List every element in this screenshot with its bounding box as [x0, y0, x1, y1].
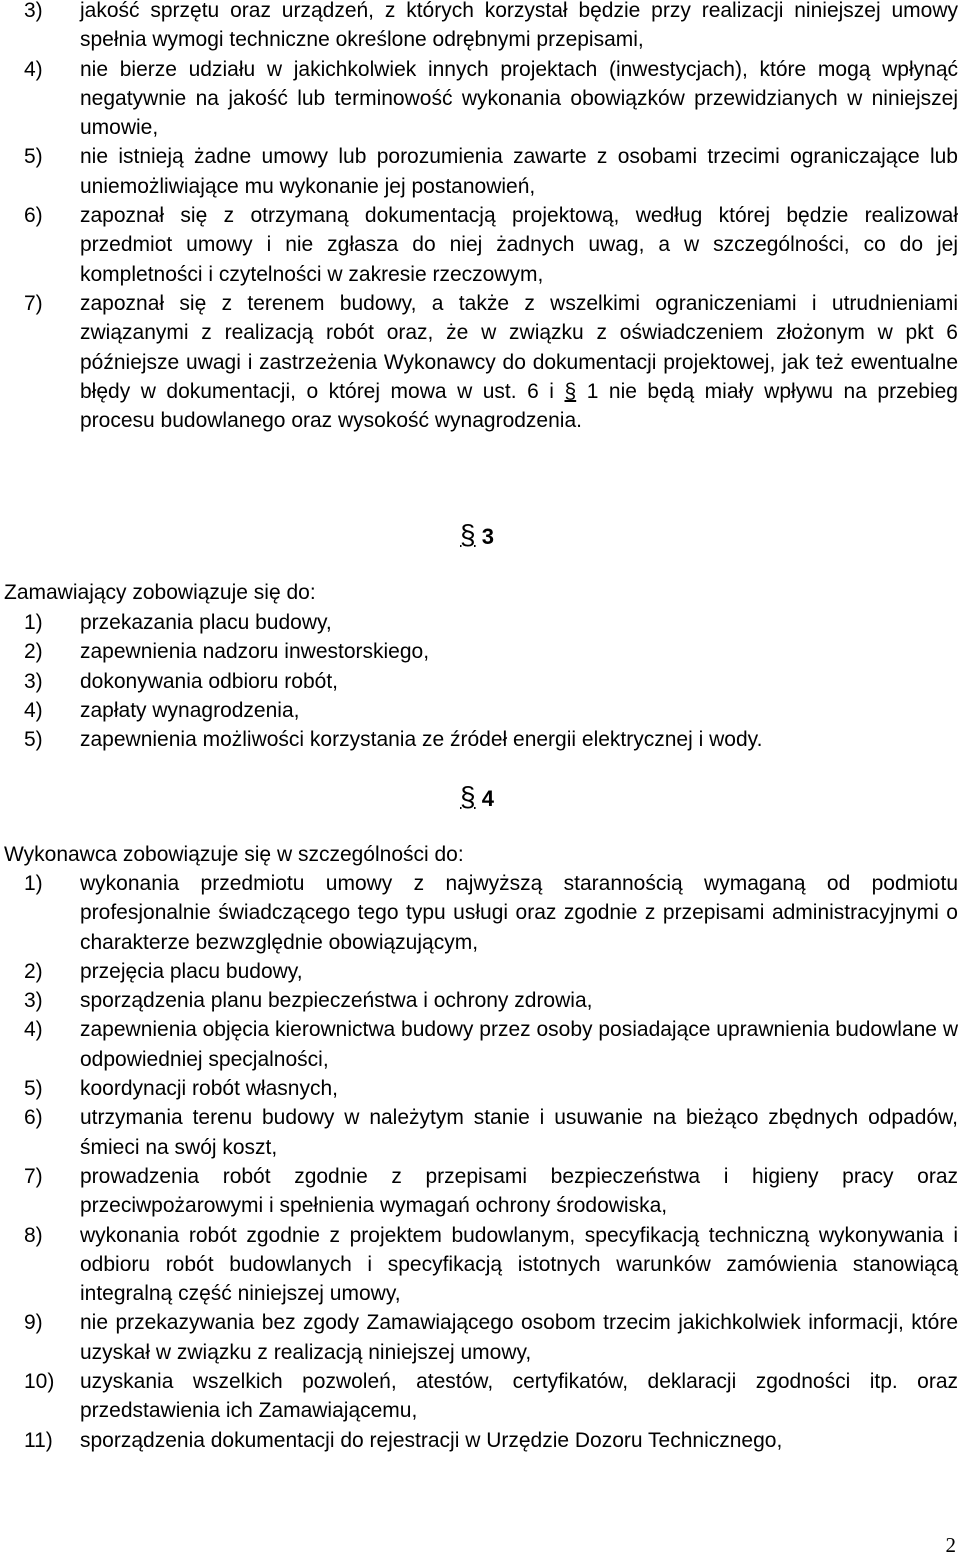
zamawiajacy-intro: Zamawiający zobowiązuje się do: [4, 581, 316, 604]
section-heading-3 [460, 520, 494, 552]
list-item [0, 0, 958, 55]
item-number: 2) [24, 640, 43, 664]
list-item [0, 1367, 958, 1426]
declarations-list [0, 0, 958, 435]
item-number: 4) [24, 1018, 43, 1042]
item-text: sporządzenia dokumentacji do rejestracji w Urzędzie Dozoru Technicznego, [80, 1428, 783, 1452]
list-item [0, 1221, 958, 1309]
item-text: nie bierze udziału w jakichkolwiek innych projektach (inwestycjach), które mogą wpłynąć negatywnie na jakość lub terminowość wykonania obowiązków przewidzianych w niniejszej umowie, [80, 57, 958, 140]
list-item [0, 1103, 958, 1162]
item-number: 3) [24, 669, 43, 693]
item-number: 4) [24, 57, 43, 81]
item-text: zapewnienia możliwości korzystania ze źródeł energii elektrycznej i wody. [80, 728, 763, 752]
paragraph-sign: § [460, 781, 476, 812]
item-number: 3) [24, 989, 43, 1013]
item-text: utrzymania terenu budowy w należytym stanie i usuwanie na bieżąco zbędnych odpadów, śmieci na swój koszt, [80, 1106, 958, 1159]
item-text: dokonywania odbioru robót, [80, 669, 339, 693]
item-text: wykonania robót zgodnie z projektem budowlanym, specyfikacją techniczną wykonywania i odbioru robót budowlanych i specyfikacją istotnych warunków zamówienia stanowiącą integralną część niniejszej umowy, [80, 1223, 958, 1306]
item-text: nie istnieją żadne umowy lub porozumienia zawarte z osobami trzecimi ograniczające lub uniemożliwiające mu wykonanie jej postanowień, [80, 145, 958, 198]
section-number: 3 [481, 524, 494, 549]
item-text: zapoznał się z otrzymaną dokumentacją projektową, według której będzie realizował przedmiot umowy i nie zgłasza do niej żadnych uwag, a w szczególności, co do jej kompletności i czytelności w zakresie rzeczowym, [80, 204, 958, 286]
item-number: 1) [24, 611, 43, 634]
item-text: nie przekazywania bez zgody Zamawiającego osobom trzecim jakichkolwiek informacji, które uzyskał w związku z realizacją niniejszej umowy, [80, 1311, 958, 1364]
item-number: 5) [24, 1077, 43, 1101]
item-text: koordynacji robót własnych, [80, 1077, 338, 1101]
list-item [0, 201, 958, 289]
item-number: 7) [24, 291, 43, 315]
list-item [0, 957, 958, 986]
item-number: 6) [24, 204, 43, 228]
item-number: 11) [24, 1428, 53, 1452]
item-text: jakość sprzętu oraz urządzeń, z których korzystał będzie przy realizacji niniejszej umowy spełnia wymogi techniczne określone odrębnymi przepisami, [80, 0, 958, 52]
paragraph-sign: § [460, 519, 476, 550]
list-item [0, 667, 958, 696]
list-item [0, 1308, 958, 1367]
list-item [0, 637, 958, 666]
wykonawca-intro: Wykonawca zobowiązuje się w szczególności do: [4, 843, 464, 866]
item-text: zapłaty wynagrodzenia, [80, 698, 300, 722]
list-item [0, 696, 958, 725]
item-number: 5) [24, 145, 43, 169]
item-text: zapewnienia objęcia kierownictwa budowy przez osoby posiadające uprawnienia budowlane w odpowiedniej specjalności, [80, 1018, 958, 1071]
item-number: 7) [24, 1164, 43, 1188]
item-number: 10) [24, 1370, 55, 1394]
list-item [0, 869, 958, 957]
list-item [0, 1015, 958, 1074]
item-number: 5) [24, 728, 43, 752]
list-item [0, 725, 958, 754]
item-text: przejęcia placu budowy, [80, 959, 303, 983]
list-item [0, 986, 958, 1015]
item-text-continued: 1 nie będą miały wpływu na przebieg procesu budowlanego oraz wysokość wynagrodzenia. [80, 379, 958, 433]
list-item [0, 55, 958, 143]
item-number: 3) [24, 0, 43, 22]
item-number: 4) [24, 698, 43, 722]
item-number: 6) [24, 1106, 43, 1130]
item-text: wykonania przedmiotu umowy z najwyższą starannością wymaganą od podmiotu profesjonalnie świadczącego tego typu usługi oraz zgodnie z przepisami administracyjnymi o charakterze bezwzględnie obowiązującym, [80, 872, 958, 954]
item-text: przekazania placu budowy, [80, 611, 332, 634]
item-number: 1) [24, 872, 43, 895]
list-item [0, 608, 958, 637]
list-item [0, 1074, 958, 1103]
item-text: prowadzenia robót zgodnie z przepisami bezpieczeństwa i higieny pracy oraz przeciwpożarowymi i spełnienia wymagań ochrony środowiska, [80, 1164, 958, 1218]
section-number: 4 [481, 786, 494, 811]
item-text: zapoznał się z terenem budowy, a także z wszelkimi ograniczeniami i utrudnieniami związanymi z realizacją robót oraz, że w związku z oświadczeniem złożonym w pkt 6 późniejsze uwagi i zastrzeżenia Wykonawcy do dokumentacji projektowej, jak też ewentualne błędy w dokumentacji, o której mowa w ust. 6 i [80, 291, 958, 403]
item-text: sporządzenia planu bezpieczeństwa i ochrony zdrowia, [80, 989, 593, 1013]
paragraph-sign: § [564, 379, 577, 403]
list-item [0, 289, 958, 435]
page-number: 2 [945, 1533, 956, 1557]
item-number: 9) [24, 1311, 43, 1335]
wykonawca-list [0, 869, 958, 1455]
item-text: zapewnienia nadzoru inwestorskiego, [80, 640, 430, 664]
list-item [0, 1162, 958, 1221]
item-text: uzyskania wszelkich pozwoleń, atestów, certyfikatów, deklaracji zgodności itp. oraz przedstawienia ich Zamawiającemu, [80, 1370, 958, 1423]
section-heading-4 [460, 782, 494, 814]
zamawiajacy-list [0, 608, 958, 754]
item-number: 8) [24, 1223, 43, 1247]
item-number: 2) [24, 959, 43, 983]
list-item [0, 142, 958, 201]
list-item [0, 1426, 958, 1455]
